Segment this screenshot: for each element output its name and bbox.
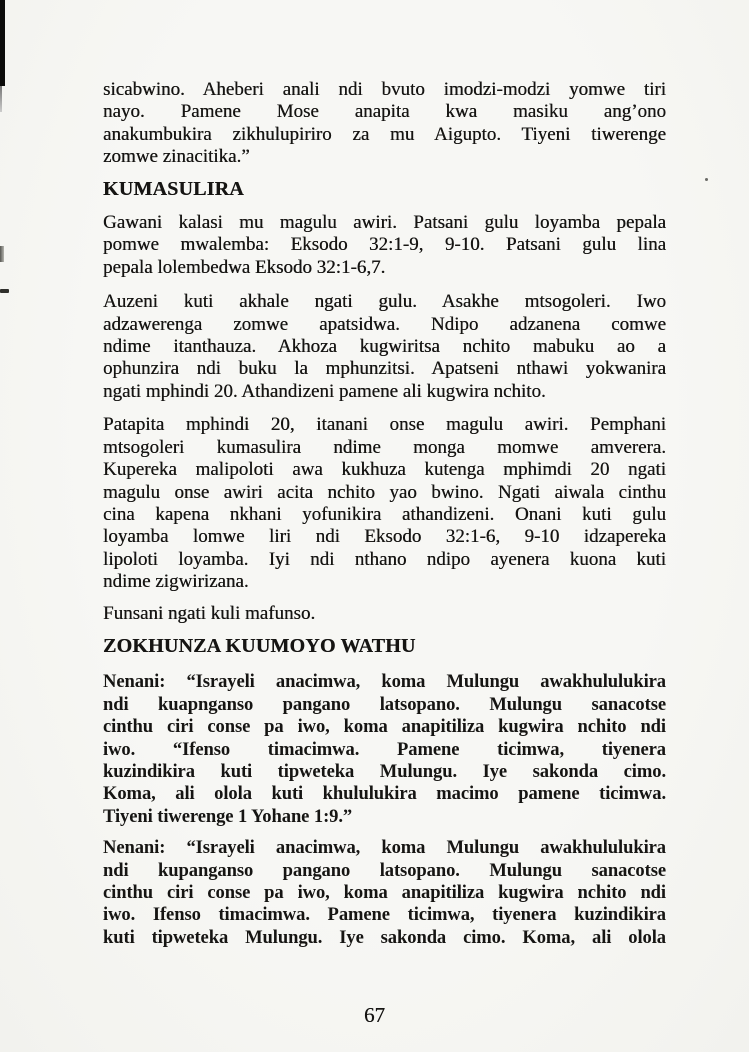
text-line: ndime zigwirizana. — [103, 571, 249, 593]
text-line: ndi kupanganso pangano latsopano. Mulungu sanacotse — [103, 859, 666, 881]
text-line: Auzeni kuti akhale ngati gulu. Asakhe mtsogoleri. Iwo — [103, 291, 666, 313]
paragraph-questions-note — [103, 603, 666, 625]
text-line: zomwe zinacitika.” — [103, 146, 250, 168]
text-line: Gawani kalasi mu magulu awiri. Patsani gulu loyamba pepala — [103, 212, 666, 234]
text-line: ophunzira ndi buku la mphunzitsi. Apatseni nthawi yokwanira — [103, 358, 666, 380]
paragraph-nenani-2 — [103, 837, 666, 949]
scan-edge-fade-artifact — [0, 86, 2, 112]
text-line: ndime itanthauza. Akhoza kugwiritsa nchito mabuku ao a — [103, 336, 666, 358]
paragraph-instructions-1 — [103, 212, 666, 279]
paragraph-instructions-3 — [103, 414, 666, 593]
text-line: Nenani: “Israyeli anacimwa, koma Mulungu awakhululukira — [103, 837, 666, 859]
text-line: mtsogoleri kumasulira ndime monga momwe amverera. — [103, 436, 666, 458]
text-line: ngati mphindi 20. Athandizeni pamene ali kugwira nchito. — [103, 380, 546, 402]
text-line: Tiyeni tiwerenge 1 Yohane 1:9.” — [103, 805, 353, 827]
text-line: iwo. Ifenso timacimwa. Pamene ticimwa, tiyenera kuzindikira — [103, 904, 666, 926]
page-number: 67 — [364, 1003, 385, 1027]
text-line: cinthu ciri conse pa iwo, koma anapitiliza kugwira nchito ndi — [103, 716, 666, 738]
scan-edge-speck-artifact — [0, 246, 4, 262]
section-heading-kumasulira: KUMASULIRA — [103, 177, 244, 200]
text-line: iwo. “Ifenso timacimwa. Pamene ticimwa, tiyenera — [103, 738, 666, 760]
text-line: anakumbukira zikhulupiriro za mu Aigupto. Tiyeni tiwerenge — [103, 123, 666, 145]
text-line: Nenani: “Israyeli anacimwa, koma Mulungu awakhululukira — [103, 671, 666, 693]
text-block — [103, 0, 666, 949]
text-line: Funsani ngati kuli mafunso. — [103, 602, 316, 624]
scan-edge-dash-artifact — [0, 289, 9, 293]
text-line: pepala lolembedwa Eksodo 32:1-6,7. — [103, 256, 386, 278]
scan-edge-bar-artifact — [0, 0, 5, 86]
text-line: sicabwino. Aheberi anali ndi bvuto imodzi-modzi yomwe tiri — [103, 79, 666, 100]
paragraph-nenani-1 — [103, 671, 666, 828]
text-line: Kupereka malipoloti awa kukhuza kutenga mphimdi 20 ngati — [103, 459, 666, 481]
text-line: cina kapena nkhani yofunikira athandizeni. Onani kuti gulu — [103, 503, 666, 525]
scan-stray-dot-artifact — [705, 178, 708, 181]
text-line: Koma, ali olola kuti khululukira macimo pamene ticimwa. — [103, 783, 666, 805]
text-line: loyamba lomwe liri ndi Eksodo 32:1-6, 9-10 idzapereka — [103, 526, 666, 548]
text-line: ndi kuapnganso pangano latsopano. Mulungu sanacotse — [103, 693, 666, 715]
section-heading-zokhunza: ZOKHUNZA KUUMOYO WATHU — [103, 634, 416, 657]
text-line: nayo. Pamene Mose anapita kwa masiku ang’ono — [103, 101, 666, 123]
text-line: adzawerenga zomwe apatsidwa. Ndipo adzanena comwe — [103, 313, 666, 335]
text-line: lipoloti loyamba. Iyi ndi nthano ndipo ayenera kuona kuti — [103, 548, 666, 570]
text-line: Patapita mphindi 20, itanani onse magulu awiri. Pemphani — [103, 414, 666, 436]
text-line: pomwe mwalemba: Eksodo 32:1-9, 9-10. Patsani gulu lina — [103, 234, 666, 256]
paragraph-instructions-2 — [103, 291, 666, 403]
text-line: kuzindikira kuti tipweteka Mulungu. Iye sakonda cimo. — [103, 760, 666, 782]
text-line: kuti tipweteka Mulungu. Iye sakonda cimo. Koma, ali olola — [103, 926, 666, 948]
paragraph-intro — [103, 79, 666, 169]
text-line: cinthu ciri conse pa iwo, koma anapitiliza kugwira nchito ndi — [103, 882, 666, 903]
text-line: magulu onse awiri acita nchito yao bwino. Ngati aiwala cinthu — [103, 481, 666, 503]
